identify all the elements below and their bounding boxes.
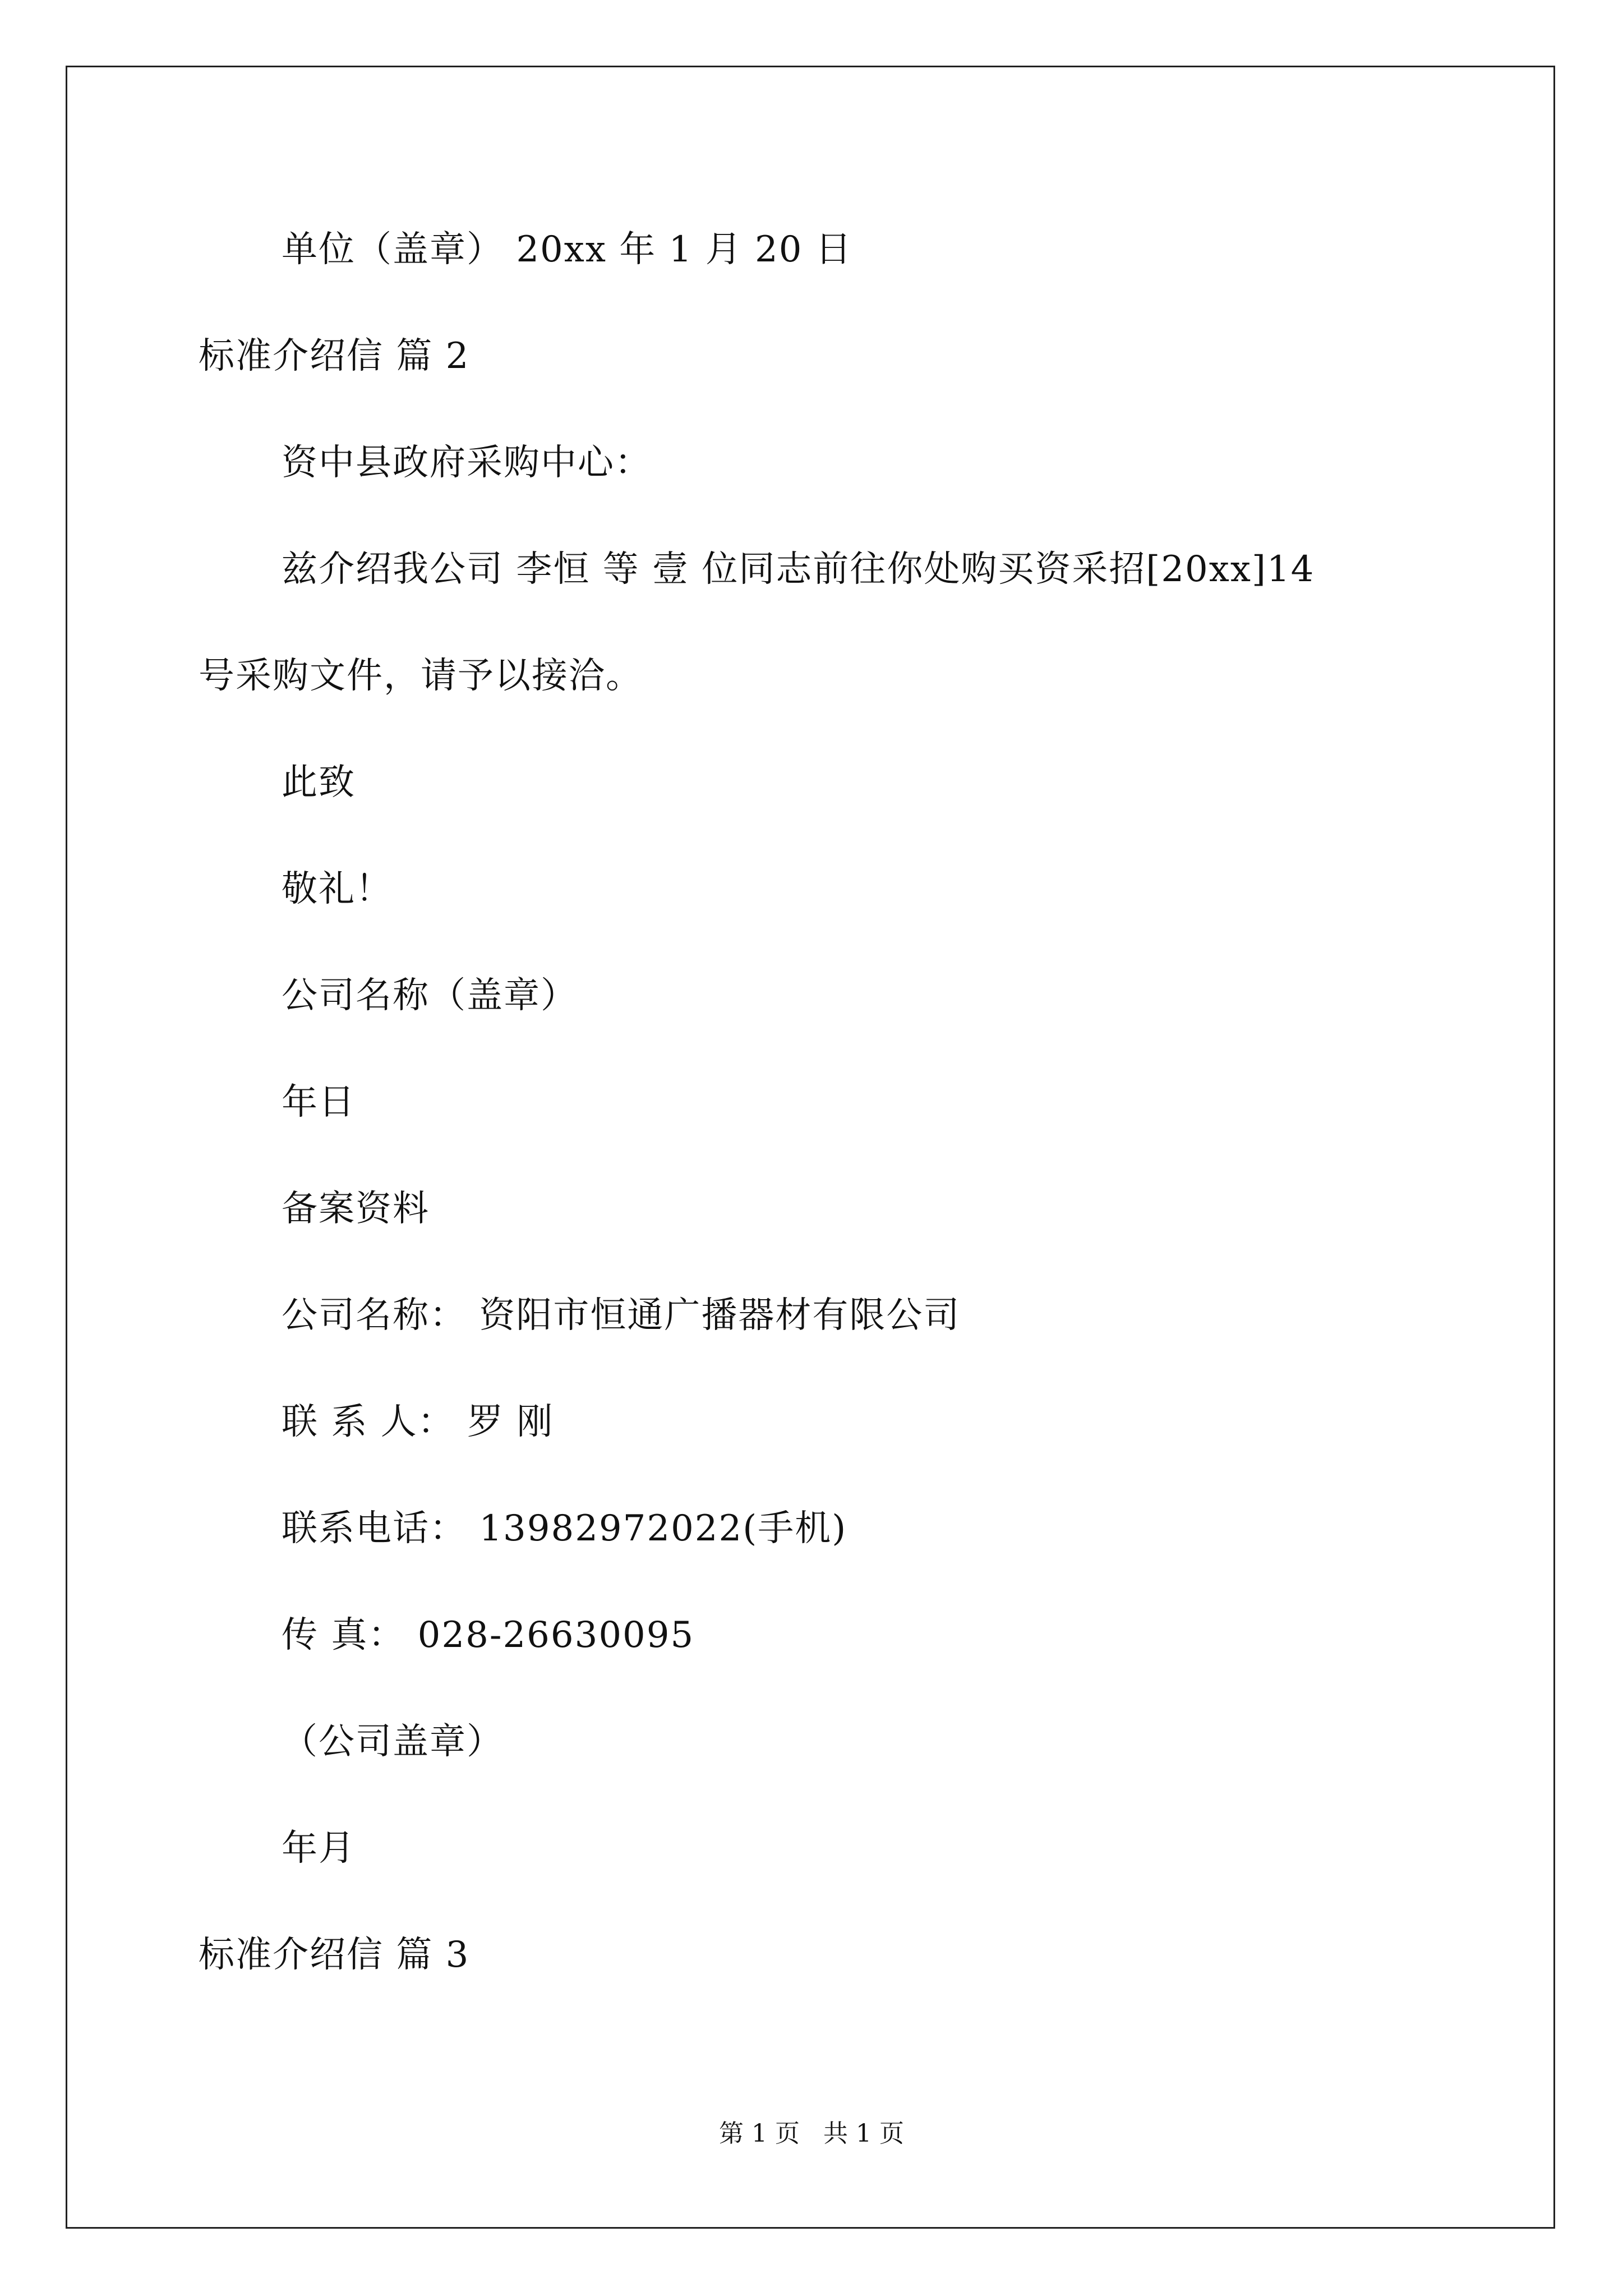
company-seal-line-2: （公司盖章） [282, 1721, 504, 1763]
body-paragraph-line-2: 号采购文件，请予以接洽。 [199, 655, 643, 697]
closing-line-2: 敬礼！ [282, 868, 393, 910]
company-name-line: 公司名称： 资阳市恒通广播器材有限公司 [282, 1295, 961, 1336]
company-seal-line: 公司名称（盖章） [282, 975, 578, 1016]
date-line-1: 年日 [282, 1082, 356, 1123]
fax-line: 传 真： 028-26630095 [282, 1614, 695, 1656]
section-heading-3: 标准介绍信 篇 3 [199, 1934, 470, 1976]
contact-phone-line: 联系电话： 13982972022(手机) [282, 1508, 847, 1549]
recipient-line: 资中县政府采购中心： [282, 442, 652, 484]
page-number-footer: 第 1 页 共 1 页 [719, 2119, 904, 2148]
contact-person-line: 联 系 人： 罗 刚 [282, 1401, 554, 1443]
closing-line-1: 此致 [282, 762, 356, 803]
body-paragraph-line-1: 兹介绍我公司 李恒 等 壹 位同志前往你处购买资采招[20xx]14 [282, 549, 1315, 590]
unit-seal-date-line: 单位（盖章） 20xx 年 1 月 20 日 [282, 229, 852, 270]
section-heading-2: 标准介绍信 篇 2 [199, 335, 470, 377]
date-line-2: 年月 [282, 1828, 356, 1869]
filing-info-heading: 备案资料 [282, 1188, 430, 1230]
page-border [66, 66, 1555, 2229]
